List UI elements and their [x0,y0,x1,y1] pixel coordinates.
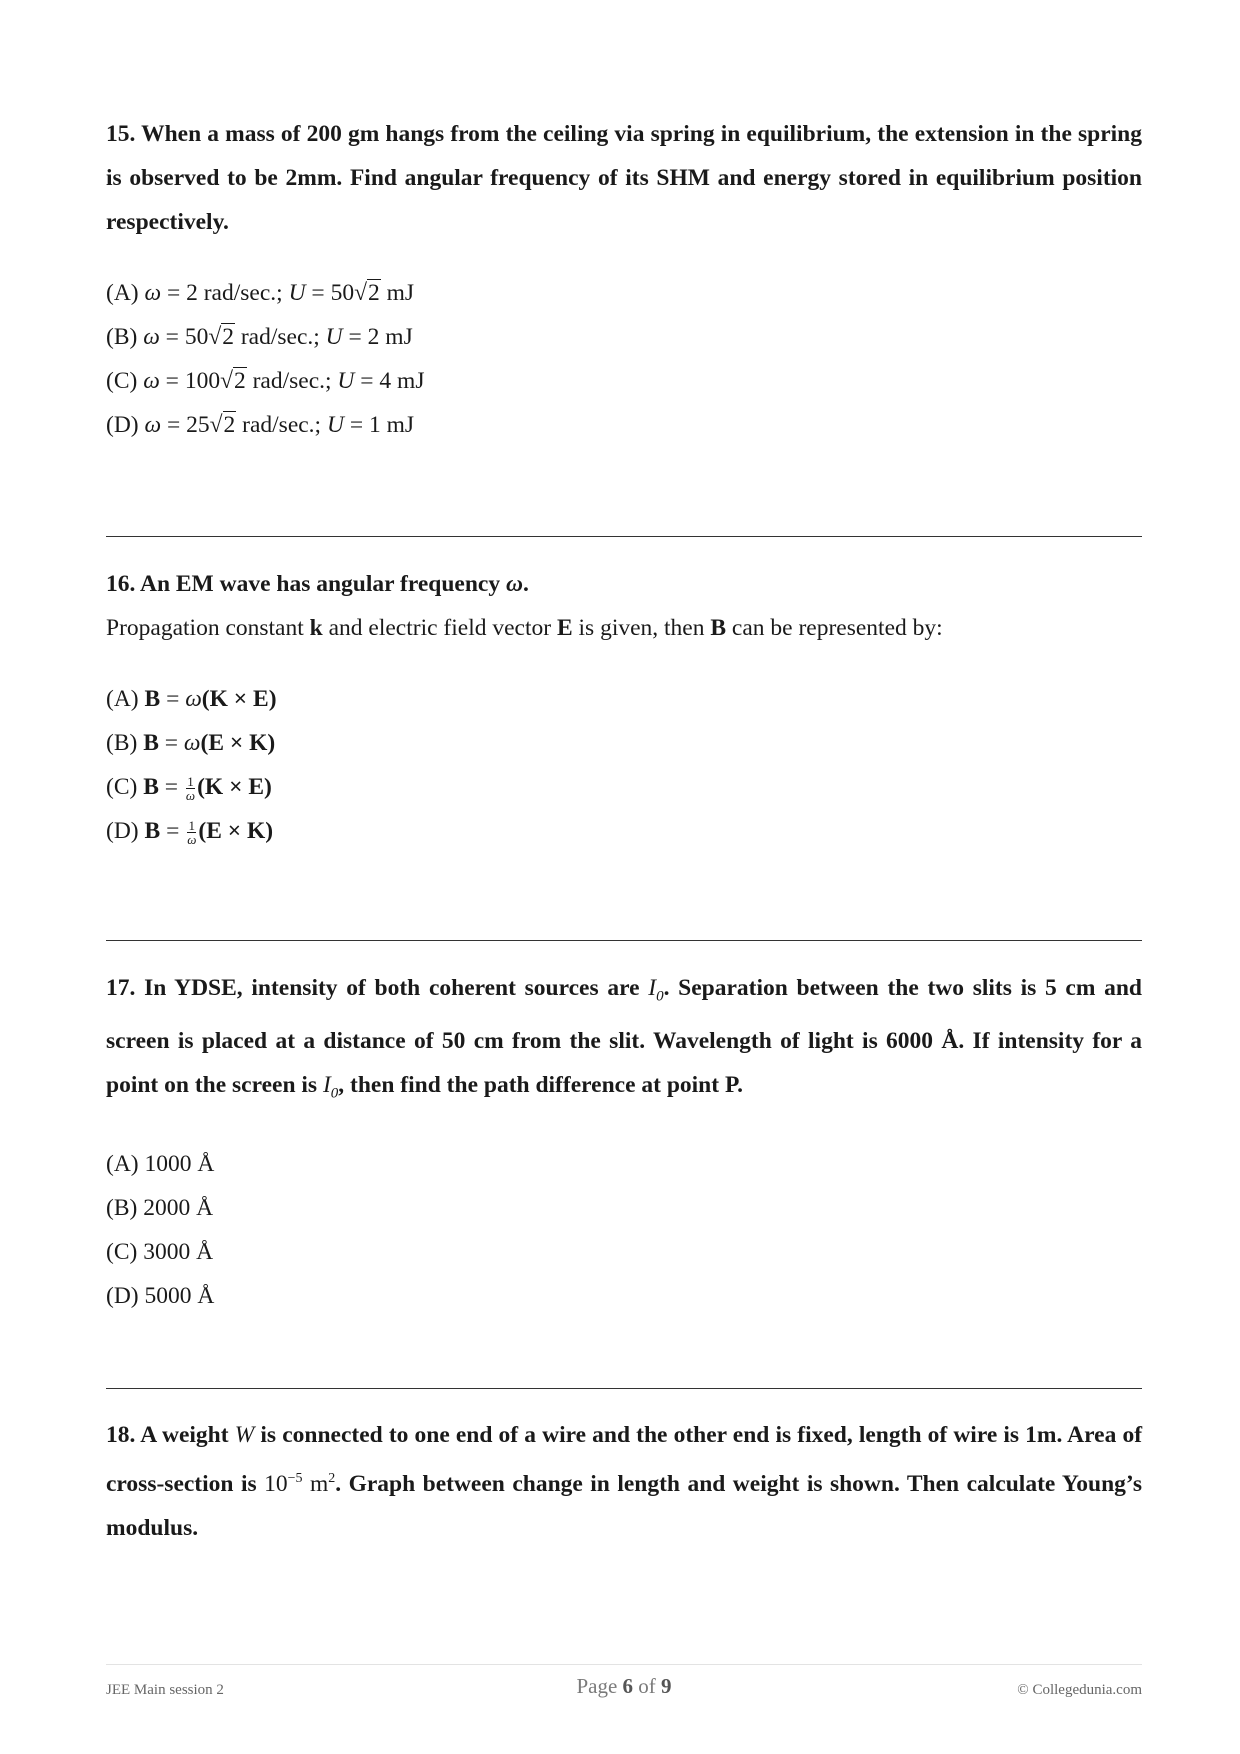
option-c[interactable]: (C) B = $\frac{1}{\omega}$ (K × E) [106,774,272,804]
fraction: $\frac{1}{\omega}$ [187,818,197,848]
option-b[interactable]: (B) B = ω(E × K) [106,730,276,756]
page-number: Page 6 of 9 [576,1674,672,1698]
option-a[interactable]: (A) ω = 2 rad/sec.; U = 50√2 mJ [106,280,415,306]
question-number: 15. [106,121,136,147]
question-16-stem: 16. An EM wave has angular frequency ω. [106,571,529,597]
question-16-line2: Propagation constant k and electric field vector E is given, then B can be represented by: [106,615,943,641]
option-d[interactable]: (D) B = $\frac{1}{\omega}$ (E × K) [106,818,274,848]
option-d[interactable]: (D) 5000 Å [106,1283,215,1310]
question-text: When a mass of 200 gm hangs from the ceiling via spring in equilibrium, the extension in the spring is observed to be 2mm. Find angular frequency of its SHM and energy stored in equilibrium position respectively. [106,121,1142,235]
options-list [106,271,1142,447]
option-a[interactable]: (A) B = ω(K × E) [106,686,277,712]
option-c[interactable]: (C) ω = 100√2 rad/sec.; U = 4 mJ [106,368,425,394]
footer-exam-name: JEE Main session 2 [106,1682,224,1698]
question-18 [106,1413,1142,1550]
options-list [106,1142,1142,1318]
footer [106,1670,1142,1710]
question-17 [106,966,1142,1318]
question-17-stem: 17. In YDSE, intensity of both coherent sources are $I_0$. Separation between the two slits is 5 cm and screen is placed at a distance of 50 cm from the slit. Wavelength of light is 6000 Å. If intensity for a point on the screen is $I_0$, then find the path difference at point P. [106,975,1143,1102]
question-15-stem [106,112,1142,244]
option-a[interactable]: (A) 1000 Å [106,1151,215,1178]
question-16 [106,562,1142,853]
divider [106,940,1142,941]
options-list [106,677,1142,853]
footer-copyright: © Collegedunia.com [1017,1682,1142,1698]
page [106,0,1142,1754]
question-18-stem: 18. A weight W is connected to one end of a wire and the other end is fixed, length of wire is 1m. Area of cross-section is $10^{-5}$ $m^2$. Graph between change in length and weight is shown. Then calculate Young’s modulus. [106,1422,1143,1541]
question-15 [106,112,1142,447]
footer-divider [106,1664,1142,1665]
option-d[interactable]: (D) ω = 25√2 rad/sec.; U = 1 mJ [106,412,415,438]
fraction: $\frac{1}{\omega}$ [185,774,196,804]
option-b[interactable]: (B) ω = 50√2 rad/sec.; U = 2 mJ [106,324,413,350]
option-b[interactable]: (B) 2000 Å [106,1195,214,1222]
option-c[interactable]: (C) 3000 Å [106,1239,214,1266]
divider [106,536,1142,537]
divider [106,1388,1142,1389]
